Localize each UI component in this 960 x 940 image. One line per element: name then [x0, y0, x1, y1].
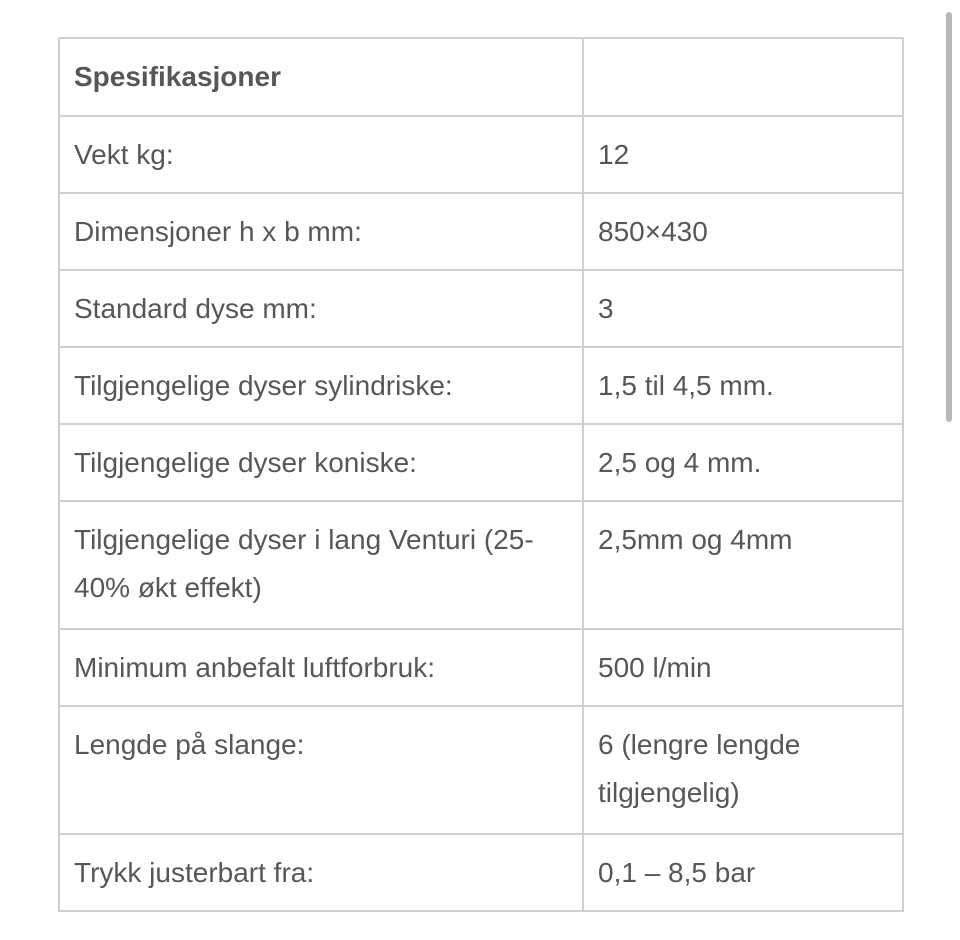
- table-row: [59, 270, 903, 347]
- row-value: 6 (lengre lengde tilgjengelig): [583, 706, 903, 834]
- row-value: 0,1 – 8,5 bar: [583, 834, 903, 911]
- table-header-label: Spesifikasjoner: [59, 38, 583, 116]
- table-header-row: [59, 38, 903, 116]
- table-row: [59, 834, 903, 911]
- row-label: Minimum anbefalt luftforbruk:: [59, 629, 583, 706]
- row-label: Standard dyse mm:: [59, 270, 583, 347]
- row-label: Lengde på slange:: [59, 706, 583, 834]
- specifications-table: [58, 37, 904, 912]
- row-label: Tilgjengelige dyser koniske:: [59, 424, 583, 501]
- row-label: Tilgjengelige dyser i lang Venturi (25-40% økt effekt): [59, 501, 583, 629]
- table-row: [59, 706, 903, 834]
- table-header-value: [583, 38, 903, 116]
- scrollbar-thumb[interactable]: [946, 12, 952, 422]
- row-label: Tilgjengelige dyser sylindriske:: [59, 347, 583, 424]
- table-row: [59, 629, 903, 706]
- row-label: Vekt kg:: [59, 116, 583, 193]
- row-value: 2,5 og 4 mm.: [583, 424, 903, 501]
- table-row: [59, 347, 903, 424]
- row-value: 12: [583, 116, 903, 193]
- row-value: 850×430: [583, 193, 903, 270]
- table-row: [59, 116, 903, 193]
- row-label: Trykk justerbart fra:: [59, 834, 583, 911]
- row-value: 2,5mm og 4mm: [583, 501, 903, 629]
- table-row: [59, 193, 903, 270]
- row-label: Dimensjoner h x b mm:: [59, 193, 583, 270]
- table-row: [59, 424, 903, 501]
- row-value: 3: [583, 270, 903, 347]
- row-value: 1,5 til 4,5 mm.: [583, 347, 903, 424]
- table-row: [59, 501, 903, 629]
- row-value: 500 l/min: [583, 629, 903, 706]
